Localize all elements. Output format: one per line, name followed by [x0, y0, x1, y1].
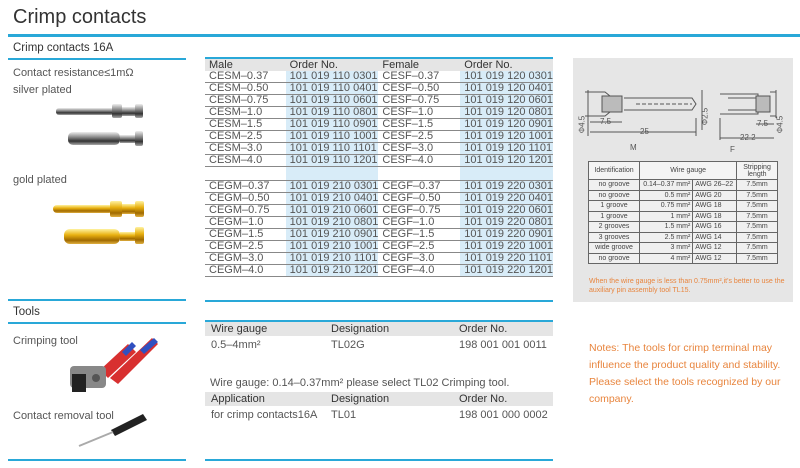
- removal-application: for crimp contacts16A: [211, 409, 318, 421]
- wire-row: [589, 201, 778, 212]
- silver-plated-label: silver plated: [13, 84, 72, 96]
- female-order-no: 101 019 220 1101: [460, 253, 553, 265]
- male-order-no: 101 019 110 0301: [286, 71, 379, 83]
- female-order-no: 101 019 120 0401: [460, 83, 553, 95]
- male-part: CEGM–0.75: [205, 205, 286, 217]
- title-divider: [8, 34, 800, 37]
- dim-male-pin-diameter: Φ2.5: [700, 107, 710, 126]
- female-part: CESF–2.5: [378, 131, 460, 143]
- dim-male-diameter: Φ4.5: [577, 115, 587, 134]
- contact-row: [205, 143, 553, 155]
- tools-top-rule: [8, 299, 186, 301]
- contact-row: [205, 241, 553, 253]
- dim-female-diameter: Φ4.5: [775, 115, 785, 134]
- wire-mm2: 0.75 mm²: [640, 201, 693, 212]
- tools-notes: Notes: The tools for crimp terminal may influence the product quality and stability. Please select the tools recognized by our company.: [589, 342, 781, 405]
- gold-male-pin: [53, 201, 144, 217]
- wire-mm2: 4 mm²: [640, 253, 693, 264]
- female-part: CESF–0.37: [378, 71, 460, 83]
- removal-table-header: [205, 392, 553, 406]
- contact-row: [205, 71, 553, 83]
- crimp-wire-gauge: 0.5–4mm²: [211, 339, 261, 351]
- contact-row: [205, 217, 553, 229]
- removal-order-no: 198 001 000 0002: [459, 409, 548, 421]
- gold-contacts-image: [50, 195, 150, 255]
- wire-awg: AWG 16: [693, 222, 737, 233]
- crimp-header-order: Order No.: [453, 322, 553, 336]
- section-title-contacts: Crimp contacts 16A: [13, 42, 114, 54]
- wire-gauge-note: When the wire gauge is less than 0.75mm²,it's better to use the auxiliary pin assembly tool TL15.: [589, 278, 785, 294]
- spacer-cell: [286, 167, 379, 181]
- contact-row: [205, 95, 553, 107]
- male-order-no: 101 019 110 0401: [286, 83, 379, 95]
- dim-male-length: 25: [640, 127, 649, 136]
- stripping-length: 7.5mm: [737, 180, 778, 191]
- contact-row: [205, 205, 553, 217]
- male-part: CESM–0.75: [205, 95, 286, 107]
- female-part: CESF–3.0: [378, 143, 460, 155]
- wire-mm2: 0.5 mm²: [640, 190, 693, 201]
- wire-awg: AWG 14: [693, 232, 737, 243]
- removal-tool-table: [205, 392, 553, 421]
- wire-gauge-table: [588, 161, 778, 264]
- identification: no groove: [589, 180, 640, 191]
- female-part: CEGF–0.75: [378, 205, 460, 217]
- female-part: CESF–1.5: [378, 119, 460, 131]
- male-part: CESM–1.0: [205, 107, 286, 119]
- contact-row: [205, 155, 553, 167]
- wire-header-gauge: Wire gauge: [640, 162, 737, 180]
- male-label: M: [630, 143, 637, 152]
- male-order-no: 101 019 110 0901: [286, 119, 379, 131]
- stripping-length: 7.5mm: [737, 201, 778, 212]
- male-part: CESM–4.0: [205, 155, 286, 167]
- gold-plated-label: gold plated: [13, 174, 67, 186]
- male-order-no: 101 019 110 0801: [286, 107, 379, 119]
- female-part: CEGF–1.0: [378, 217, 460, 229]
- page-title: Crimp contacts: [13, 6, 147, 28]
- contact-row: [205, 265, 553, 277]
- crimp-designation: TL02G: [331, 339, 365, 351]
- female-order-no: 101 019 120 1201: [460, 155, 553, 167]
- removal-header-designation: Designation: [325, 392, 453, 406]
- wire-mm2: 0.14–0.37 mm²: [640, 180, 693, 191]
- male-part: CEGM–0.50: [205, 193, 286, 205]
- identification: 2 grooves: [589, 222, 640, 233]
- male-part: CEGM–3.0: [205, 253, 286, 265]
- silver-female-pin: [68, 131, 143, 146]
- removal-designation: TL01: [331, 409, 357, 421]
- contact-row: [205, 181, 553, 193]
- section-title-tools: Tools: [13, 306, 40, 318]
- female-order-no: 101 019 220 0401: [460, 193, 553, 205]
- identification: 3 grooves: [589, 232, 640, 243]
- female-part: CEGF–1.5: [378, 229, 460, 241]
- contact-resistance-label: Contact resistance≤1mΩ: [13, 67, 134, 79]
- male-part: CESM–1.5: [205, 119, 286, 131]
- gold-female-pin: [64, 227, 144, 244]
- female-order-no: 101 019 120 0801: [460, 107, 553, 119]
- female-order-no: 101 019 220 0601: [460, 205, 553, 217]
- tools-bottom-rule: [8, 459, 186, 461]
- crimp-header-wire-gauge: Wire gauge: [205, 322, 325, 336]
- wire-mm2: 1.5 mm²: [640, 222, 693, 233]
- section-divider: [8, 58, 186, 60]
- male-order-no: 101 019 110 1101: [286, 143, 379, 155]
- crimp-table-header: [205, 322, 553, 336]
- stripping-length: 7.5mm: [737, 253, 778, 264]
- wire-row: [589, 243, 778, 254]
- dim-female-length: 22.2: [740, 133, 756, 142]
- stripping-length: 7.5mm: [737, 232, 778, 243]
- removal-header-application: Application: [205, 392, 325, 406]
- removal-tool-label: Contact removal tool: [13, 410, 114, 422]
- male-part: CESM–0.37: [205, 71, 286, 83]
- identification: no groove: [589, 253, 640, 264]
- female-order-no: 101 019 120 0601: [460, 95, 553, 107]
- wire-header-stripping: Stripping length: [737, 162, 778, 180]
- stripping-length: 7.5mm: [737, 222, 778, 233]
- contact-dimension-drawing: [580, 78, 790, 156]
- male-part: CEGM–1.0: [205, 217, 286, 229]
- spacer-cell: [460, 167, 553, 181]
- removal-table-row: [205, 406, 553, 421]
- dim-male-strip: 7.5: [600, 117, 612, 126]
- stripping-length: 7.5mm: [737, 243, 778, 254]
- female-order-no: 101 019 120 0301: [460, 71, 553, 83]
- wire-row: [589, 232, 778, 243]
- contact-row: [205, 229, 553, 241]
- male-part: CEGM–4.0: [205, 265, 286, 277]
- male-part: CEGM–1.5: [205, 229, 286, 241]
- male-order-no: 101 019 210 0301: [286, 181, 379, 193]
- female-part: CESF–1.0: [378, 107, 460, 119]
- wire-awg: AWG 18: [693, 211, 737, 222]
- crimp-tool-table: [205, 322, 553, 351]
- male-part: CEGM–2.5: [205, 241, 286, 253]
- female-part: CEGF–3.0: [378, 253, 460, 265]
- wire-awg: AWG 26–22: [693, 180, 737, 191]
- female-label: F: [730, 145, 735, 154]
- female-order-no: 101 019 220 1001: [460, 241, 553, 253]
- male-order-no: 101 019 110 1001: [286, 131, 379, 143]
- wire-row: [589, 253, 778, 264]
- header-order-female: Order No.: [460, 59, 553, 71]
- crimping-tool-label: Crimping tool: [13, 335, 78, 347]
- female-order-no: 101 019 220 1201: [460, 265, 553, 277]
- identification: wide groove: [589, 243, 640, 254]
- stripping-length: 7.5mm: [737, 211, 778, 222]
- header-female: Female: [378, 59, 460, 71]
- female-order-no: 101 019 220 0901: [460, 229, 553, 241]
- female-part: CEGF–0.50: [378, 193, 460, 205]
- female-order-no: 101 019 120 1001: [460, 131, 553, 143]
- male-order-no: 101 019 210 0801: [286, 217, 379, 229]
- identification: 1 groove: [589, 211, 640, 222]
- dim-female-strip: 7.5: [757, 119, 769, 128]
- male-part: CESM–0.50: [205, 83, 286, 95]
- female-part: CEGF–4.0: [378, 265, 460, 277]
- male-order-no: 101 019 110 0601: [286, 95, 379, 107]
- removal-tool-image: [75, 410, 155, 450]
- male-order-no: 101 019 210 1001: [286, 241, 379, 253]
- contact-row: [205, 83, 553, 95]
- female-order-no: 101 019 120 1101: [460, 143, 553, 155]
- female-order-no: 101 019 220 0301: [460, 181, 553, 193]
- tools-table-bottom-rule: [205, 459, 553, 461]
- wire-mm2: 1 mm²: [640, 211, 693, 222]
- crimp-tool-note: Wire gauge: 0.14–0.37mm² please select TL02 Crimping tool.: [210, 377, 510, 389]
- wire-row: [589, 222, 778, 233]
- male-part: CESM–3.0: [205, 143, 286, 155]
- wire-row: [589, 180, 778, 191]
- male-order-no: 101 019 210 1101: [286, 253, 379, 265]
- wire-row: [589, 211, 778, 222]
- male-part: CESM–2.5: [205, 131, 286, 143]
- identification: no groove: [589, 190, 640, 201]
- male-order-no: 101 019 110 1201: [286, 155, 379, 167]
- wire-awg: AWG 12: [693, 243, 737, 254]
- wire-mm2: 3 mm²: [640, 243, 693, 254]
- wire-row: [589, 190, 778, 201]
- female-part: CESF–0.50: [378, 83, 460, 95]
- table-bottom-rule: [205, 300, 553, 302]
- male-order-no: 101 019 210 0901: [286, 229, 379, 241]
- header-male: Male: [205, 59, 286, 71]
- tools-divider: [8, 322, 186, 324]
- wire-header-identification: Identification: [589, 162, 640, 180]
- identification: 1 groove: [589, 201, 640, 212]
- spacer-cell: [205, 167, 286, 181]
- crimp-header-designation: Designation: [325, 322, 453, 336]
- contacts-table: [205, 59, 553, 277]
- crimp-table-row: [205, 336, 553, 351]
- male-order-no: 101 019 210 0601: [286, 205, 379, 217]
- spacer-cell: [378, 167, 460, 181]
- contact-row: [205, 107, 553, 119]
- female-order-no: 101 019 120 0901: [460, 119, 553, 131]
- silver-contacts-image: [50, 98, 150, 153]
- wire-awg: AWG 18: [693, 201, 737, 212]
- contact-row: [205, 119, 553, 131]
- crimping-tool-image: [60, 330, 160, 395]
- contact-row: [205, 131, 553, 143]
- header-order-male: Order No.: [286, 59, 379, 71]
- male-order-no: 101 019 210 0401: [286, 193, 379, 205]
- removal-header-order: Order No.: [453, 392, 553, 406]
- female-part: CESF–4.0: [378, 155, 460, 167]
- silver-male-pin: [56, 104, 143, 118]
- female-part: CESF–0.75: [378, 95, 460, 107]
- stripping-length: 7.5mm: [737, 190, 778, 201]
- crimp-order-no: 198 001 001 0011: [459, 339, 547, 351]
- female-part: CEGF–0.37: [378, 181, 460, 193]
- contact-row: [205, 253, 553, 265]
- male-part: CEGM–0.37: [205, 181, 286, 193]
- wire-mm2: 2.5 mm²: [640, 232, 693, 243]
- table-spacer-row: [205, 167, 553, 181]
- female-order-no: 101 019 220 0801: [460, 217, 553, 229]
- contact-row: [205, 193, 553, 205]
- wire-awg: AWG 12: [693, 253, 737, 264]
- male-order-no: 101 019 210 1201: [286, 265, 379, 277]
- female-part: CEGF–2.5: [378, 241, 460, 253]
- wire-awg: AWG 20: [693, 190, 737, 201]
